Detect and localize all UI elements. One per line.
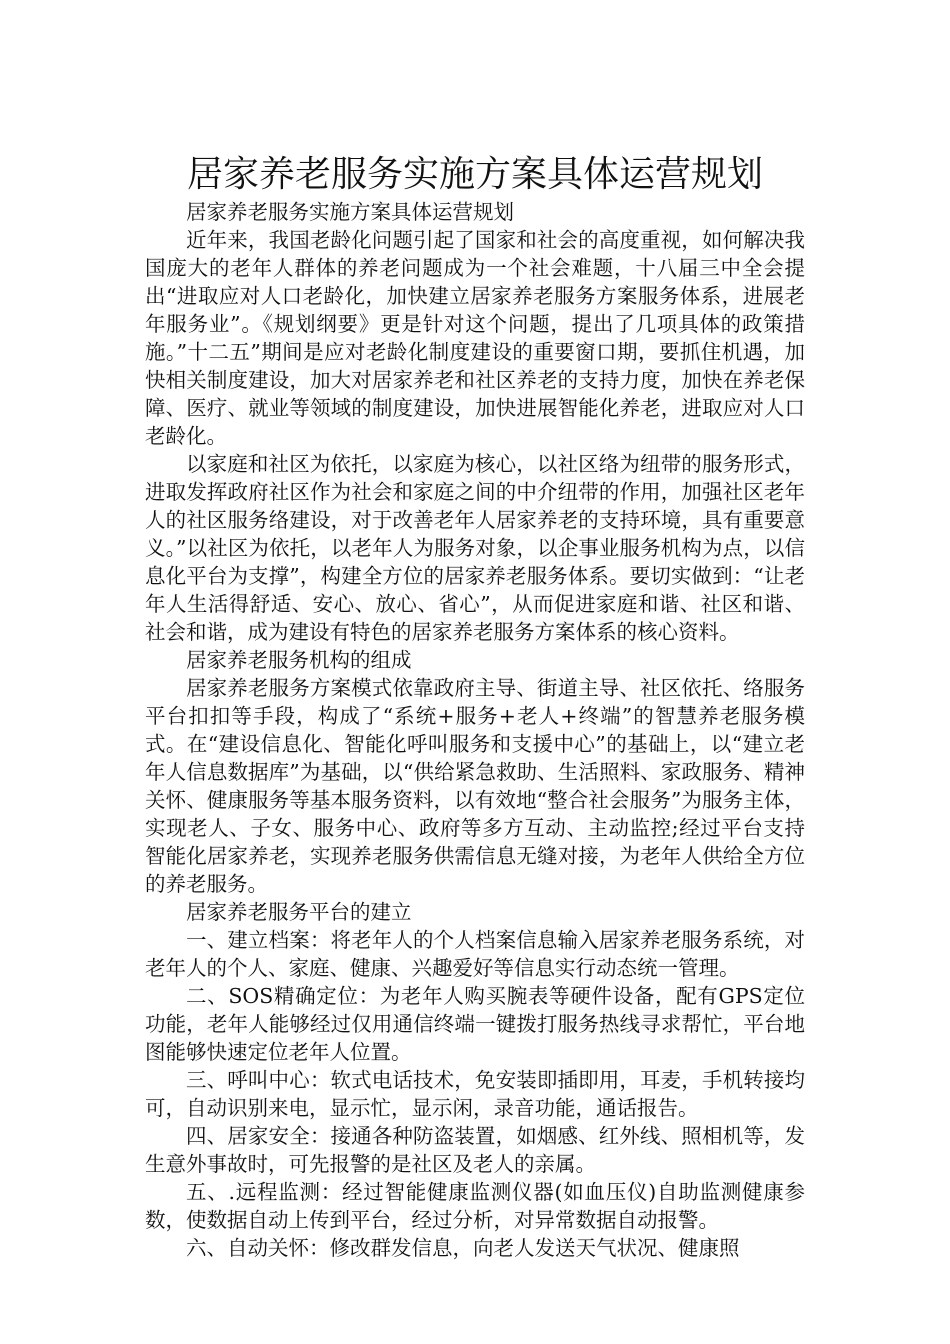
- section-heading-platform: 居家养老服务平台的建立: [186, 900, 412, 924]
- paragraph-service-model: 居家养老服务方案模式依靠政府主导、街道主导、社区依托、络服务平台扣扣等手段，构成了“系统+服务+老人+终端”的智慧养老服务模式。在“建设信息化、智能化呼叫服务和支援中心”的基础上，以“建立老年人信息数据库”为基础，以“供给紧急救助、生活照料、家政服务、精神关怀、健康服务等基本服务资料，以有效地“整合社会服务”为服务主体，实现老人、子女、服务中心、政府等多方互动、主动监控;经过平台支持智能化居家养老，实现养老服务供需信息无缝对接，为老年人供给全方位的养老服务。: [145, 676, 805, 896]
- list-item-sos: 二、SOS精确定位：为老年人购买腕表等硬件设备，配有GPS定位功能，老年人能够经过仅用通信终端一键拨打服务热线寻求帮忙，平台地图能够快速定位老年人位置。: [145, 984, 805, 1064]
- list-item-auto-care: 六、自动关怀：修改群发信息，向老人发送天气状况、健康照: [186, 1236, 740, 1260]
- list-item-remote-monitoring: 五、.远程监测：经过智能健康监测仪器(如血压仪)自助监测健康参数，使数据自动上传到平台，经过分析，对异常数据自动报警。: [145, 1180, 805, 1232]
- document-title: 居家养老服务实施方案具体运营规划: [186, 154, 763, 196]
- list-item-archive: 一、建立档案：将老年人的个人档案信息输入居家养老服务系统，对老年人的个人、家庭、健康、兴趣爱好等信息实行动态统一管理。: [145, 928, 805, 980]
- paragraph-intro: 近年来，我国老龄化问题引起了国家和社会的高度重视，如何解决我国庞大的老年人群体的养老问题成为一个社会难题，十八届三中全会提出“进取应对人口老龄化，加快建立居家养老服务方案服务体系，进展老年服务业”。《规划纲要》更是针对这个问题，提出了几项具体的政策措施。”十二五”期间是应对老龄化制度建设的重要窗口期，要抓住机遇，加快相关制度建设，加大对居家养老和社区养老的支持力度，加快在养老保障、医疗、就业等领域的制度建设，加快进展智能化养老，进取应对人口老龄化。: [145, 228, 805, 448]
- paragraph-subtitle: 居家养老服务实施方案具体运营规划: [186, 200, 514, 224]
- list-item-home-safety: 四、居家安全：接通各种防盗装置，如烟感、红外线、照相机等，发生意外事故时，可先报警的是社区及老人的亲属。: [145, 1124, 805, 1176]
- document-body: [145, 198, 805, 1262]
- paragraph-community: 以家庭和社区为依托，以家庭为核心，以社区络为纽带的服务形式，进取发挥政府社区作为社会和家庭之间的中介纽带的作用，加强社区老年人的社区服务络建设，对于改善老年人居家养老的支持环境，具有重要意义。”以社区为依托，以老年人为服务对象，以企事业服务机构为点，以信息化平台为支撑”，构建全方位的居家养老服务体系。要切实做到：“让老年人生活得舒适、安心、放心、省心”，从而促进家庭和谐、社区和谐、社会和谐，成为建设有特色的居家养老服务方案体系的核心资料。: [145, 452, 805, 644]
- list-item-call-center: 三、呼叫中心：软式电话技术，免安装即插即用，耳麦，手机转接均可，自动识别来电，显示忙，显示闲，录音功能，通话报告。: [145, 1068, 805, 1120]
- section-heading-organization: 居家养老服务机构的组成: [186, 648, 412, 672]
